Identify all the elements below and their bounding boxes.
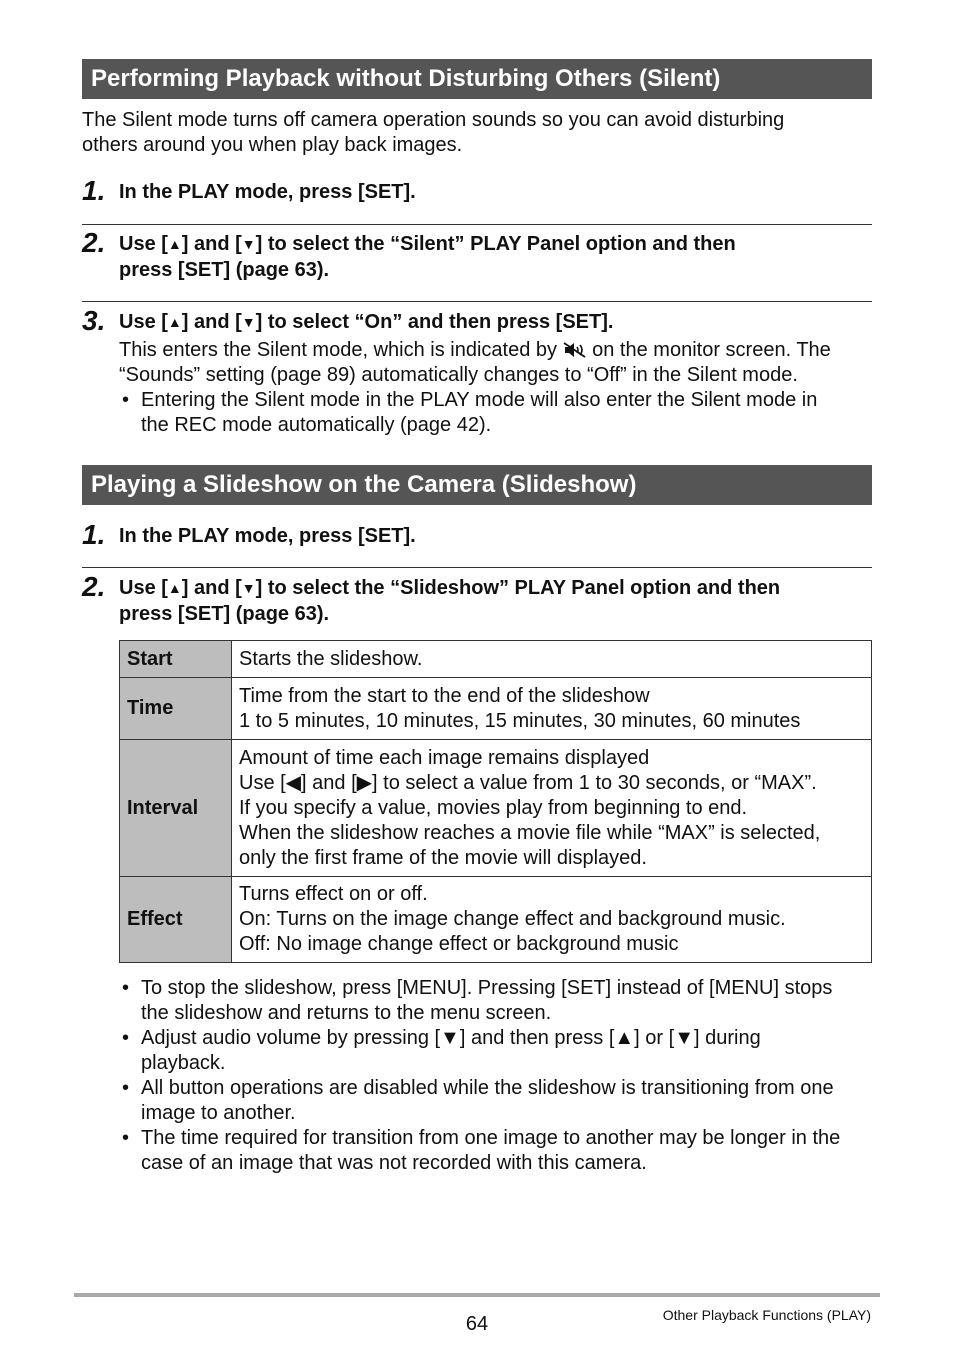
table-row — [120, 877, 872, 963]
step-number: 1. — [82, 519, 106, 550]
note-bullet: • The time required for transition from one image to another may be longer in the case of an image that was not recorded with this camera. — [122, 1127, 841, 1174]
step-text: Use [▲] and [▼] to select “On” and then press [SET]. — [119, 311, 614, 333]
down-arrow-icon: ▼ — [241, 314, 256, 330]
running-title: Other Playback Functions (PLAY) — [662, 1307, 871, 1323]
step-description: This enters the Silent mode, which is indicated by on the monitor screen. The “Sounds” setting (page 89) automatically changes to “Off” in the Silent mode. — [119, 339, 831, 386]
step-text: In the PLAY mode, press [SET]. — [119, 181, 416, 203]
option-value: Time from the start to the end of the slideshow 1 to 5 minutes, 10 minutes, 15 minutes, 30 minutes, 60 minutes — [232, 678, 872, 740]
note-bullet: • Entering the Silent mode in the PLAY mode will also enter the Silent mode in the REC mode automatically (page 42). — [122, 389, 818, 436]
step-number: 3. — [82, 305, 106, 336]
up-arrow-icon: ▲ — [167, 314, 182, 330]
option-value: Amount of time each image remains displayed Use [◀] and [▶] to select a value from 1 to 30 seconds, or “MAX”. If you specify a value, movies play from beginning to end. When the slideshow reaches a movie file while “MAX” is selected, only the first frame of the movie will displayed. — [232, 740, 872, 877]
up-arrow-icon: ▲ — [167, 236, 182, 252]
footer-divider — [74, 1293, 880, 1297]
down-arrow-icon: ▼ — [241, 580, 256, 596]
option-key: Time — [120, 678, 232, 740]
step-number: 2. — [82, 227, 106, 258]
table-row — [120, 740, 872, 877]
option-key: Start — [120, 641, 232, 678]
option-key: Effect — [120, 877, 232, 963]
step-number: 2. — [82, 571, 106, 602]
slideshow-options-table — [119, 640, 872, 963]
step-text: Use [▲] and [▼] to select the “Silent” PLAY Panel option and then press [SET] (page 63). — [119, 233, 736, 281]
table-row — [120, 641, 872, 678]
divider — [82, 567, 872, 568]
note-bullet: • Adjust audio volume by pressing [▼] and then press [▲] or [▼] during playback. — [122, 1027, 761, 1074]
page-number: 64 — [465, 1313, 489, 1335]
divider — [82, 301, 872, 302]
step-number: 1. — [82, 175, 106, 206]
section-heading-slideshow: Playing a Slideshow on the Camera (Slideshow) — [82, 465, 872, 505]
note-bullet: • To stop the slideshow, press [MENU]. Pressing [SET] instead of [MENU] stops the slideshow and returns to the menu screen. — [122, 977, 833, 1024]
up-arrow-icon: ▲ — [167, 580, 182, 596]
option-value: Starts the slideshow. — [232, 641, 872, 678]
option-key: Interval — [120, 740, 232, 877]
step-text: In the PLAY mode, press [SET]. — [119, 525, 416, 547]
speaker-muted-icon — [563, 340, 587, 356]
step-text: Use [▲] and [▼] to select the “Slideshow” PLAY Panel option and then press [SET] (page 63). — [119, 577, 781, 625]
note-bullet: • All button operations are disabled while the slideshow is transitioning from one image to another. — [122, 1077, 834, 1124]
intro-text: The Silent mode turns off camera operation sounds so you can avoid disturbing others around you when play back images. — [82, 109, 785, 156]
option-value: Turns effect on or off. On: Turns on the image change effect and background music. Off: No image change effect or background music — [232, 877, 872, 963]
down-arrow-icon: ▼ — [241, 236, 256, 252]
divider — [82, 224, 872, 225]
section-heading-silent: Performing Playback without Disturbing Others (Silent) — [82, 59, 872, 99]
table-row — [120, 678, 872, 740]
